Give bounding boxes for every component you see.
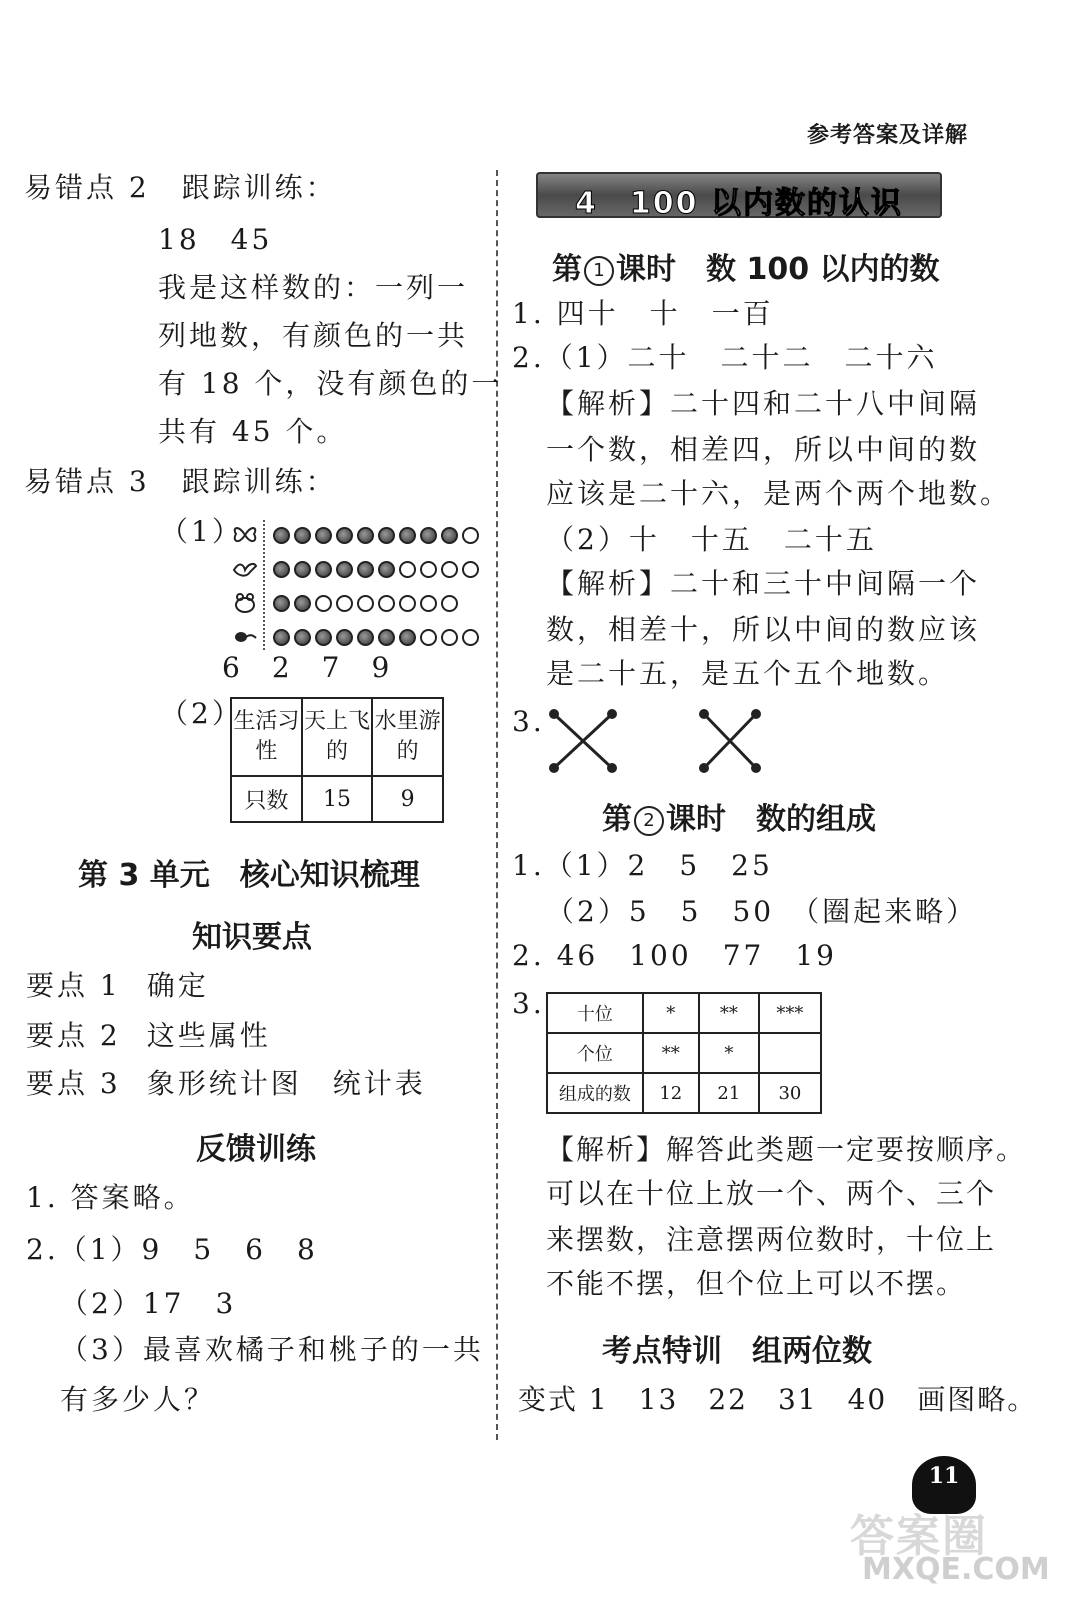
watermark-logo: 答案圈 — [850, 1511, 988, 1562]
filled-dot — [378, 527, 395, 544]
empty-dot — [399, 561, 416, 578]
filled-dot — [294, 561, 311, 578]
filled-dot — [399, 527, 416, 544]
column-divider — [496, 170, 498, 1440]
empty-dot — [441, 629, 458, 646]
filled-dot — [315, 629, 332, 646]
filled-dot — [315, 561, 332, 578]
error-point-3-title: 跟踪训练： — [181, 465, 337, 498]
filled-dot — [273, 527, 290, 544]
variant-1: 变式 1 13 22 31 40 画图略。 — [518, 1383, 1038, 1416]
empty-dot — [420, 595, 437, 612]
lesson-number-badge: 2 — [634, 806, 664, 836]
comp-answer-1: 1.（1）2 5 25 — [512, 849, 773, 882]
table-cell: 只数 — [231, 776, 302, 822]
filled-dot — [294, 595, 311, 612]
explanation-line-2: 列地数，有颜色的一共 — [158, 319, 469, 352]
unit-title: 第 3 单元 核心知识梳理 — [78, 858, 420, 893]
filled-dot — [273, 561, 290, 578]
lesson-2-title: 第 2 课时 数的组成 — [602, 802, 876, 837]
empty-dot — [462, 629, 479, 646]
error-point-3 — [24, 465, 337, 498]
table-cell: * — [643, 993, 699, 1033]
empty-dot — [420, 561, 437, 578]
match-dot — [607, 763, 617, 773]
table-cell: 30 — [759, 1073, 821, 1113]
chapter-title: 4 100 以内数的认识 — [575, 186, 903, 221]
key-point-3: 要点 3 象形统计图 统计表 — [26, 1067, 426, 1100]
analysis-line: 数，相差十，所以中间的数应该 — [546, 613, 981, 646]
filled-dot — [399, 629, 416, 646]
filled-dot — [357, 629, 374, 646]
table-cell: 个位 — [547, 1033, 643, 1073]
filled-dot — [294, 527, 311, 544]
match-dot — [699, 709, 709, 719]
icon-separator — [263, 520, 265, 650]
empty-dot — [420, 629, 437, 646]
analysis-line: 不能不摆，但个位上可以不摆。 — [546, 1267, 967, 1300]
filled-dot — [441, 527, 458, 544]
analysis-line: 【解析】解答此类题一定要按顺序。 — [546, 1133, 1027, 1166]
watermark-url: MXQE.COM — [862, 1552, 1050, 1587]
answer-2: 2.（1）二十 二十二 二十六 — [512, 341, 938, 374]
explanation-line-4: 共有 45 个。 — [158, 415, 348, 448]
page-number: 11 — [912, 1456, 976, 1514]
bird-icon — [232, 556, 258, 582]
filled-dot — [420, 527, 437, 544]
table-cell: 21 — [699, 1073, 759, 1113]
analysis-line: 【解析】二十四和二十八中间隔 — [546, 387, 981, 420]
butterfly-icon — [232, 522, 258, 548]
table-cell: *** — [759, 993, 821, 1033]
error-point-3-label: 易错点 3 — [24, 465, 150, 498]
analysis-line: 一个数，相差四，所以中间的数 — [546, 433, 981, 466]
explanation-line-3: 有 18 个，没有颜色的一 — [158, 367, 503, 400]
match-dot — [699, 763, 709, 773]
error-point-2 — [24, 171, 337, 204]
tadpole-icon — [232, 624, 258, 650]
empty-dot — [441, 595, 458, 612]
match-dot — [751, 763, 761, 773]
table-header-cell: 天上飞的 — [302, 698, 373, 776]
comp-answer-3-label: 3. — [512, 987, 545, 1020]
feedback-2-2: （2）17 3 — [60, 1287, 237, 1320]
key-point-2: 要点 2 这些属性 — [26, 1019, 271, 1052]
feedback-2-3a: （3）最喜欢橘子和桃子的一共 — [60, 1333, 484, 1366]
filled-dot — [294, 629, 311, 646]
lesson-1-title: 第 1 课时 数 100 以内的数 — [552, 252, 940, 287]
match-dot — [607, 709, 617, 719]
feedback-1: 1. 答案略。 — [26, 1181, 195, 1214]
empty-dot — [462, 527, 479, 544]
match-dot — [549, 763, 559, 773]
empty-dot — [357, 595, 374, 612]
table-cell: 9 — [372, 776, 443, 822]
table-header-cell: 生活习性 — [231, 698, 302, 776]
error-point-2-label: 易错点 2 — [24, 171, 150, 204]
table-cell: ** — [699, 993, 759, 1033]
feedback-2: 2.（1）9 5 6 8 — [26, 1233, 318, 1266]
comp-answer-1-2: （2）5 5 50 （圈起来略） — [546, 895, 978, 928]
table-header-cell: 水里游的 — [372, 698, 443, 776]
analysis-line: 应该是二十六，是两个两个地数。 — [546, 477, 1012, 510]
explanation-line-1: 我是这样数的：一列一 — [158, 271, 469, 304]
error-point-2-title: 跟踪训练： — [181, 171, 337, 204]
feedback-2-3b: 有多少人？ — [60, 1383, 216, 1416]
filled-dot — [273, 595, 290, 612]
exam-point-title: 考点特训 组两位数 — [602, 1334, 872, 1369]
empty-dot — [378, 595, 395, 612]
filled-dot — [336, 561, 353, 578]
filled-dot — [357, 527, 374, 544]
analysis-line: 可以在十位上放一个、两个、三个 — [546, 1177, 997, 1210]
table-cell: 12 — [643, 1073, 699, 1113]
empty-dot — [336, 595, 353, 612]
filled-dot — [336, 527, 353, 544]
filled-dot — [273, 629, 290, 646]
filled-dot — [378, 629, 395, 646]
table-cell: * — [699, 1033, 759, 1073]
match-dot — [751, 709, 761, 719]
answer-2-2: （2）十 十五 二十五 — [546, 523, 877, 556]
filled-dot — [378, 561, 395, 578]
matching-lines — [540, 706, 770, 776]
empty-dot — [462, 561, 479, 578]
filled-dot — [315, 527, 332, 544]
table-cell: 15 — [302, 776, 373, 822]
analysis-line: 是二十五，是五个五个地数。 — [546, 657, 950, 690]
filled-dot — [336, 629, 353, 646]
place-value-table — [546, 992, 822, 1114]
answer-1: 1. 四十 十 一百 — [512, 297, 774, 330]
page-header: 参考答案及详解 — [806, 122, 968, 148]
part-1-label: （1） — [160, 515, 243, 548]
frog-icon — [232, 590, 258, 616]
row-counts: 6 2 7 9 — [222, 651, 392, 684]
comp-answer-2: 2. 46 100 77 19 — [512, 939, 837, 972]
answer-3-label: 3. — [512, 705, 545, 738]
feedback-title: 反馈训练 — [196, 1132, 316, 1167]
chapter-banner — [536, 172, 942, 221]
empty-dot — [441, 561, 458, 578]
empty-dot — [315, 595, 332, 612]
habit-table — [230, 697, 444, 823]
error-point-2-answer: 18 45 — [158, 223, 273, 256]
table-cell: 组成的数 — [547, 1073, 643, 1113]
part-2-label: （2） — [160, 697, 243, 730]
key-points-title: 知识要点 — [192, 920, 312, 955]
analysis-line: 【解析】二十和三十中间隔一个 — [546, 567, 981, 600]
lesson-number-badge: 1 — [584, 256, 614, 286]
table-cell: ** — [643, 1033, 699, 1073]
empty-dot — [399, 595, 416, 612]
analysis-line: 来摆数，注意摆两位数时，十位上 — [546, 1223, 997, 1256]
table-cell: 十位 — [547, 993, 643, 1033]
filled-dot — [357, 561, 374, 578]
table-cell — [759, 1033, 821, 1073]
key-point-1: 要点 1 确定 — [26, 969, 209, 1002]
match-dot — [549, 709, 559, 719]
